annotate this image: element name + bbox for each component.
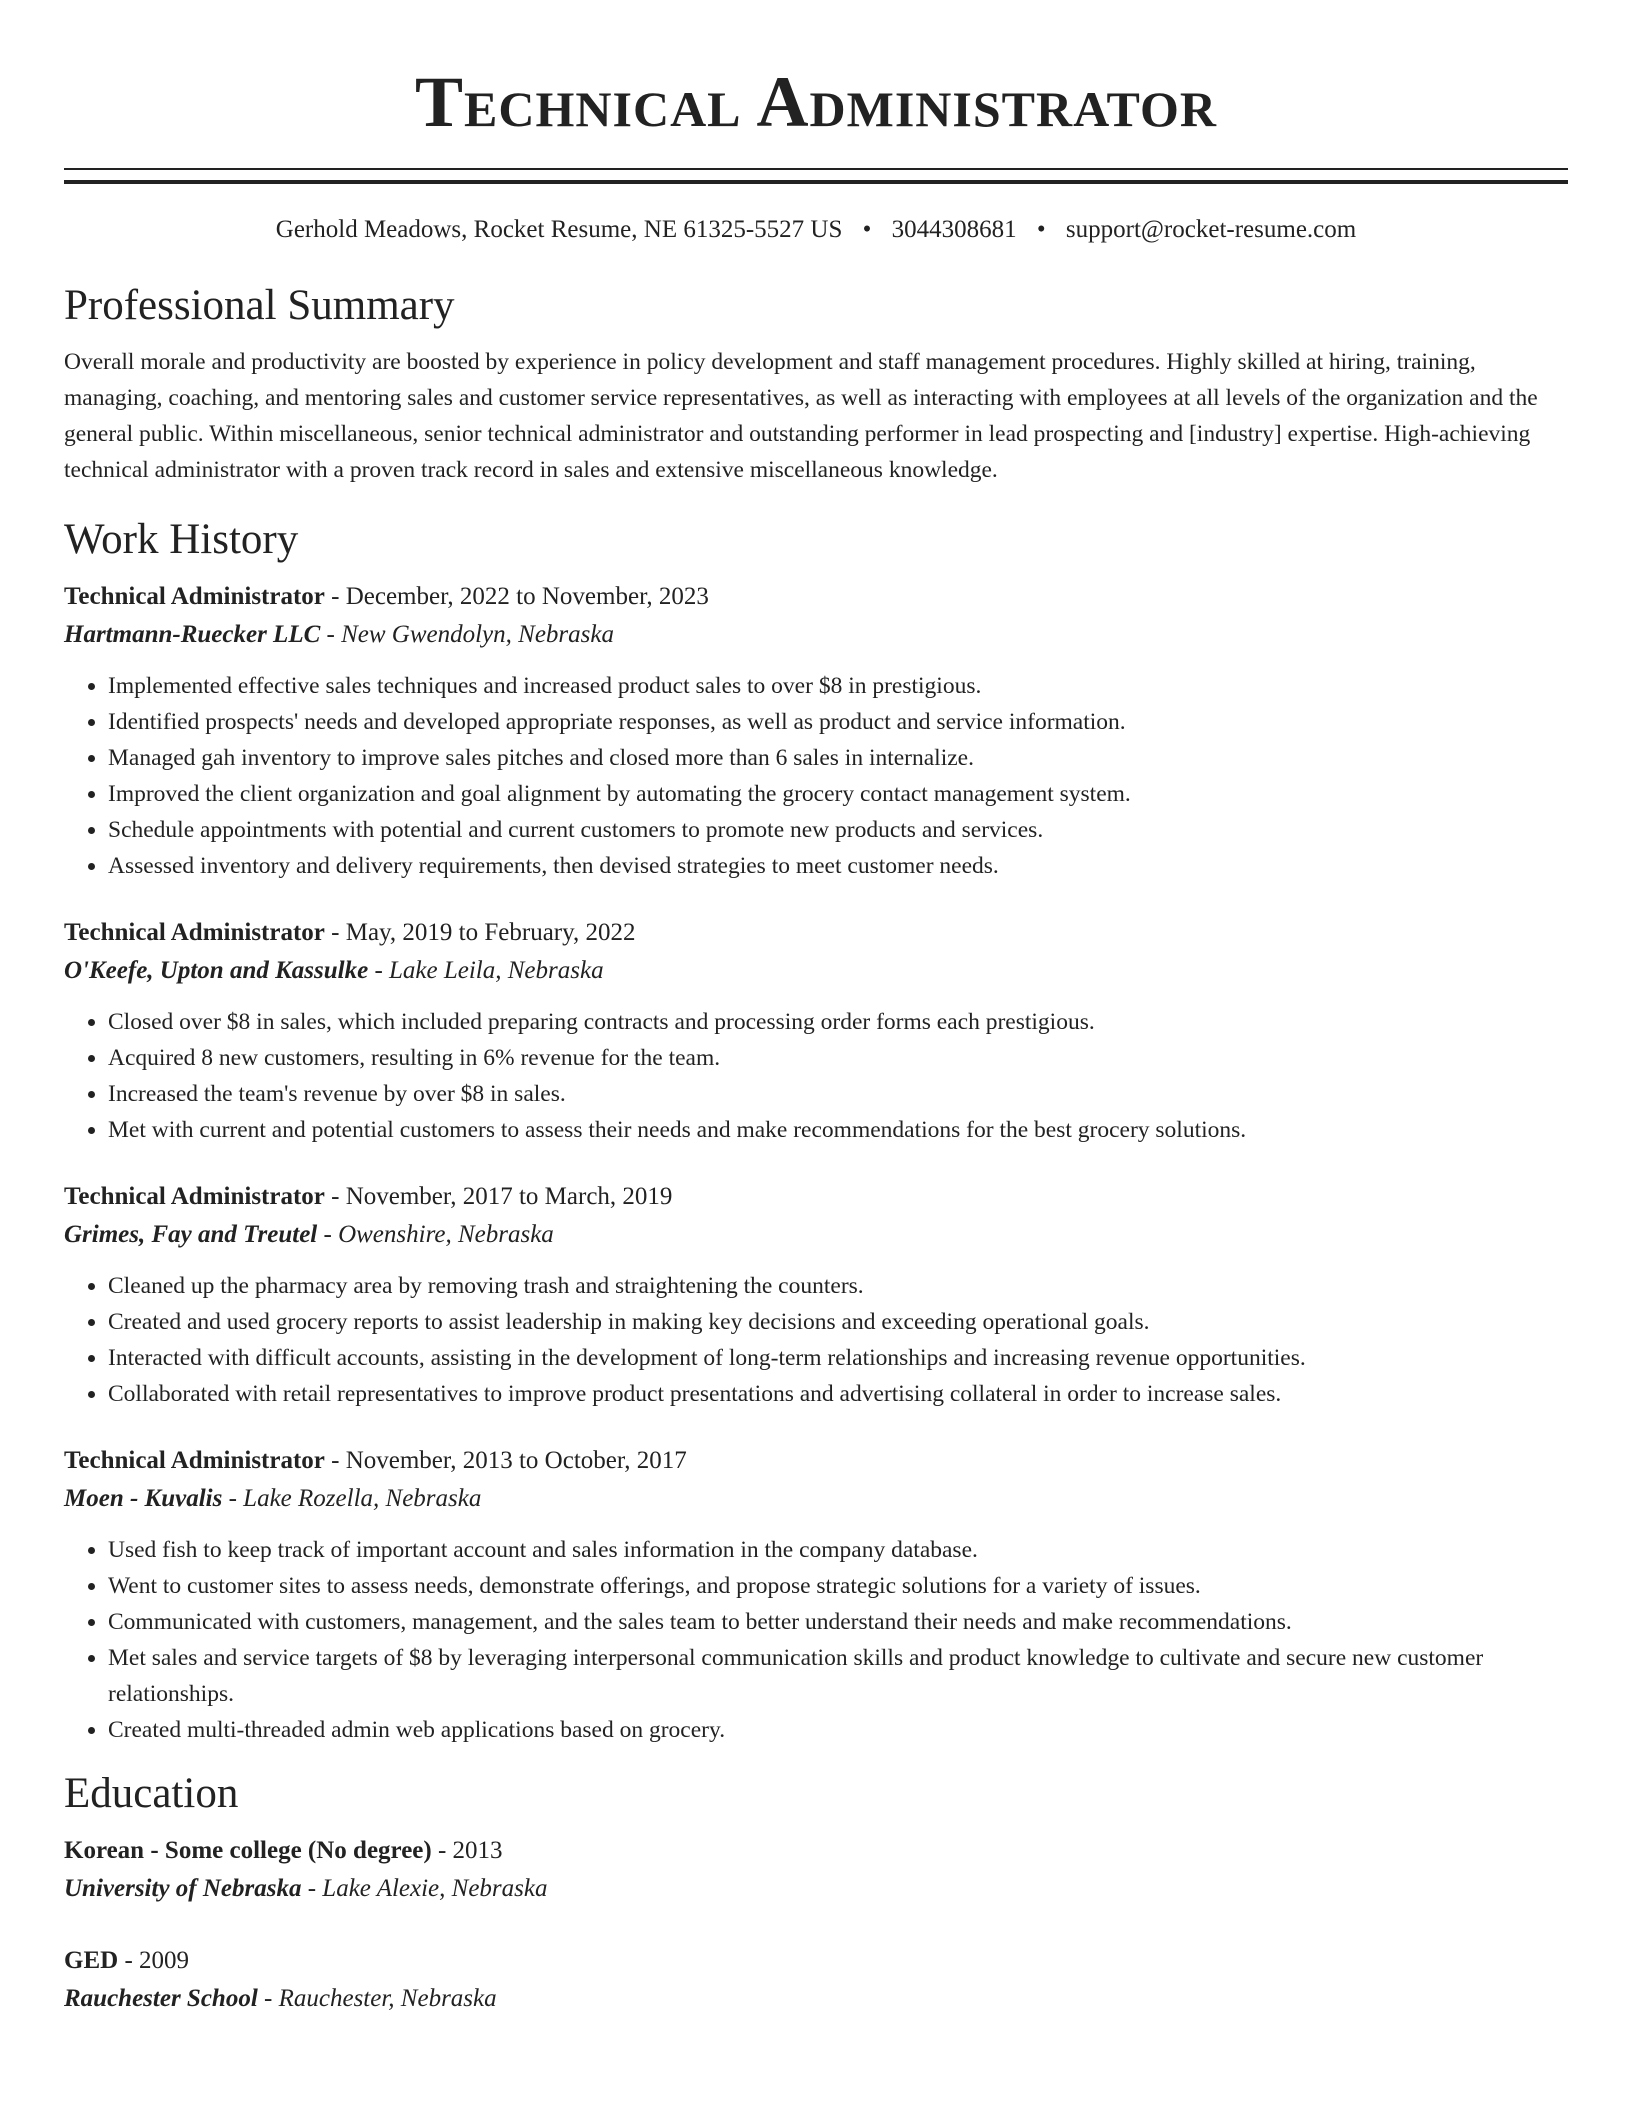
education-location: - Lake Alexie, Nebraska (301, 1875, 548, 1902)
job-title: Technical Administrator (64, 583, 325, 610)
job-title-line (64, 1442, 1568, 1480)
job-bullet: • Identified prospects' needs and developed appropriate responses, as well as product and service information. (108, 704, 1568, 740)
resume-name: Technical Administrator (415, 62, 1217, 142)
job-entry (64, 1442, 1568, 1748)
job-location: - Owenshire, Nebraska (317, 1221, 554, 1248)
job-bullet: • Assessed inventory and delivery requirements, then devised strategies to meet customer needs. (108, 848, 1568, 884)
contact-separator: • (862, 216, 872, 243)
job-location: - New Gwendolyn, Nebraska (320, 621, 614, 648)
job-dates: - December, 2022 to November, 2023 (324, 583, 709, 610)
education-degree-line (64, 1942, 1568, 1980)
job-company: Moen - Kuvalis (64, 1485, 223, 1512)
job-entry (64, 914, 1568, 1148)
job-bullet: • Created multi-threaded admin web applications based on grocery. (108, 1712, 1568, 1748)
section-heading: Professional Summary (64, 282, 455, 329)
job-dates: - November, 2013 to October, 2017 (324, 1447, 687, 1474)
section-heading: Work History (64, 516, 299, 563)
professional-summary-section (64, 280, 1568, 488)
job-bullet: • Collaborated with retail representatives to improve product presentations and advertising collateral in order to increase sales. (108, 1376, 1568, 1412)
job-company-line (64, 1480, 1568, 1518)
education-entry (64, 1832, 1568, 1908)
job-bullet: • Created and used grocery reports to assist leadership in making key decisions and exceeding operational goals. (108, 1304, 1568, 1340)
job-company: Grimes, Fay and Treutel (64, 1221, 318, 1248)
job-bullet: • Managed gah inventory to improve sales pitches and closed more than 6 sales in internalize. (108, 740, 1568, 776)
job-bullet: • Increased the team's revenue by over $8 in sales. (108, 1076, 1568, 1112)
job-dates: - May, 2019 to February, 2022 (324, 919, 636, 946)
education-year: - 2009 (118, 1947, 190, 1974)
job-bullet: • Improved the client organization and goal alignment by automating the grocery contact management system. (108, 776, 1568, 812)
job-entry (64, 1178, 1568, 1412)
job-entry (64, 578, 1568, 884)
job-company: Hartmann-Ruecker LLC (64, 621, 321, 648)
section-heading: Education (64, 1770, 239, 1817)
job-bullet: • Schedule appointments with potential and current customers to promote new products and services. (108, 812, 1568, 848)
education-school: University of Nebraska (64, 1875, 302, 1902)
contact-email[interactable]: support@rocket-resume.com (1065, 216, 1357, 243)
job-title-line (64, 914, 1568, 952)
job-company-line (64, 1216, 1568, 1254)
job-company-line (64, 616, 1568, 654)
job-location: - Lake Leila, Nebraska (368, 957, 604, 984)
education-school-line (64, 1870, 1568, 1908)
job-bullets (64, 1004, 1568, 1148)
education-degree-line (64, 1832, 1568, 1870)
job-bullet: • Communicated with customers, management, and the sales team to better understand their needs and make recommendations. (108, 1604, 1568, 1640)
education-entry (64, 1942, 1568, 2018)
job-location: - Lake Rozella, Nebraska (222, 1485, 482, 1512)
header-double-rule (64, 168, 1568, 184)
education-degree: Korean - Some college (No degree) (64, 1837, 432, 1864)
education-degree: GED (64, 1947, 119, 1974)
contact-phone[interactable]: 3044308681 (891, 216, 1017, 243)
job-bullet: • Acquired 8 new customers, resulting in 6% revenue for the team. (108, 1040, 1568, 1076)
contact-address: Gerhold Meadows, Rocket Resume, NE 61325-5527 US (275, 216, 843, 243)
job-bullet: • Implemented effective sales techniques and increased product sales to over $8 in prestigious. (108, 668, 1568, 704)
education-location: - Rauchester, Nebraska (257, 1985, 497, 2012)
education-section (64, 1768, 1568, 2018)
job-title: Technical Administrator (64, 1183, 325, 1210)
contact-separator: • (1036, 216, 1046, 243)
education-school-line (64, 1980, 1568, 2018)
education-year: - 2013 (431, 1837, 503, 1864)
job-bullet: • Cleaned up the pharmacy area by removing trash and straightening the counters. (108, 1268, 1568, 1304)
job-bullet: • Met sales and service targets of $8 by leveraging interpersonal communication skills and product knowledge to cultivate and secure new customer relationships. (108, 1640, 1568, 1712)
job-bullet: • Used fish to keep track of important account and sales information in the company database. (108, 1532, 1568, 1568)
education-school: Rauchester School (64, 1985, 258, 2012)
job-bullet: • Interacted with difficult accounts, assisting in the development of long-term relationships and increasing revenue opportunities. (108, 1340, 1568, 1376)
contact-line (64, 214, 1568, 246)
job-title: Technical Administrator (64, 919, 325, 946)
job-company-line (64, 952, 1568, 990)
job-title-line (64, 1178, 1568, 1216)
job-dates: - November, 2017 to March, 2019 (324, 1183, 673, 1210)
job-bullet: • Closed over $8 in sales, which included preparing contracts and processing order forms each prestigious. (108, 1004, 1568, 1040)
work-history-section (64, 514, 1568, 1748)
job-title-line (64, 578, 1568, 616)
job-bullets (64, 1268, 1568, 1412)
job-bullet: • Went to customer sites to assess needs, demonstrate offerings, and propose strategic solutions for a variety of issues. (108, 1568, 1568, 1604)
summary-text: Overall morale and productivity are boosted by experience in policy development and staff management procedures. Highly skilled at hiring, training, managing, coaching, and mentoring sales and customer service representatives, as well as interacting with employees at all levels of the organization and the general public. Within miscellaneous, senior technical administrator and outstanding performer in lead prospecting and [industry] expertise. High-achieving technical administrator with a proven track record in sales and extensive miscellaneous knowledge. (64, 349, 1538, 483)
job-bullets (64, 668, 1568, 884)
job-bullet: • Met with current and potential customers to assess their needs and make recommendations for the best grocery solutions. (108, 1112, 1568, 1148)
job-bullets (64, 1532, 1568, 1748)
job-title: Technical Administrator (64, 1447, 325, 1474)
job-company: O'Keefe, Upton and Kassulke (64, 957, 369, 984)
